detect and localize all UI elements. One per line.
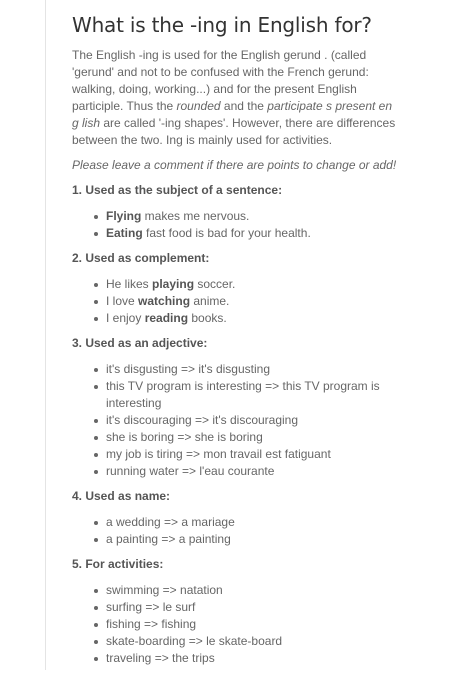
section-list-activities [72, 582, 402, 667]
bullet-icon [94, 589, 98, 593]
bullet-icon [94, 385, 98, 389]
list-item [106, 293, 402, 310]
list-item [106, 310, 402, 327]
bullet-icon [94, 215, 98, 219]
intro-italic-2: participate s present en g lish [72, 99, 393, 130]
list-item-text: swimming => natation [106, 583, 223, 597]
list-item [106, 514, 402, 531]
bullet-icon [94, 232, 98, 236]
list-item-text: a wedding => a mariage [106, 515, 235, 529]
list-item [106, 361, 402, 378]
bullet-icon [94, 538, 98, 542]
section-heading-complement: 2. Used as complement: [72, 251, 210, 265]
list-item [106, 429, 402, 446]
bullet-icon [94, 623, 98, 627]
list-item-text: I enjoy [106, 311, 145, 325]
list-item-bold: watching [138, 294, 191, 308]
list-item [106, 616, 402, 633]
list-item [106, 225, 402, 242]
intro-paragraph [72, 47, 402, 149]
bullet-icon [94, 606, 98, 610]
article-content [72, 10, 402, 675]
list-item-text: surfing => le surf [106, 600, 196, 614]
list-item [106, 208, 402, 225]
list-item-text: fishing => fishing [106, 617, 197, 631]
list-item [106, 378, 402, 412]
list-item-text: fast food is bad for your health. [142, 226, 311, 240]
bullet-icon [94, 317, 98, 321]
bullet-icon [94, 640, 98, 644]
section-list-complement [72, 276, 402, 327]
list-item [106, 531, 402, 548]
intro-text-2: and the [220, 99, 268, 113]
comment-note: Please leave a comment if there are points to change or add! [72, 158, 397, 172]
list-item-text: traveling => the trips [106, 651, 215, 665]
bullet-icon [94, 453, 98, 457]
section-list-name [72, 514, 402, 548]
list-item [106, 582, 402, 599]
list-item [106, 633, 402, 650]
list-item-text: it's disgusting => it's disgusting [106, 362, 271, 376]
list-item-text: soccer. [194, 277, 236, 291]
list-item-text: she is boring => she is boring [106, 430, 263, 444]
list-item-bold: playing [152, 277, 195, 291]
bullet-icon [94, 436, 98, 440]
bullet-icon [94, 368, 98, 372]
list-item-text: it's discouraging => it's discouraging [106, 413, 299, 427]
bullet-icon [94, 419, 98, 423]
intro-italic-1: rounded [176, 99, 221, 113]
section-heading-adjective: 3. Used as an adjective: [72, 336, 208, 350]
list-item [106, 650, 402, 667]
list-item-text: anime. [190, 294, 230, 308]
list-item-text: my job is tiring => mon travail est fatiguant [106, 447, 331, 461]
article-title: What is the -ing in English for? [72, 13, 372, 37]
section-list-subject [72, 208, 402, 242]
list-item [106, 446, 402, 463]
bullet-icon [94, 283, 98, 287]
intro-text-3: are called '-ing shapes'. However, there are differences between the two. Ing is mainly used for activities. [72, 116, 396, 147]
bullet-icon [94, 470, 98, 474]
list-item-text: makes me nervous. [141, 209, 250, 223]
list-item-text: books. [188, 311, 227, 325]
list-item [106, 463, 402, 480]
list-item-text: running water => l'eau courante [106, 464, 275, 478]
list-item-text: He likes [106, 277, 153, 291]
list-item-text: a painting => a painting [106, 532, 231, 546]
list-item [106, 599, 402, 616]
page-left-border [45, 0, 46, 670]
bullet-icon [94, 521, 98, 525]
list-item [106, 412, 402, 429]
list-item-text: I love [106, 294, 139, 308]
bullet-icon [94, 300, 98, 304]
section-heading-activities: 5. For activities: [72, 557, 164, 571]
section-heading-subject: 1. Used as the subject of a sentence: [72, 183, 283, 197]
list-item-text: skate-boarding => le skate-board [106, 634, 283, 648]
bullet-icon [94, 657, 98, 661]
list-item-bold: Eating [106, 226, 143, 240]
intro-text-1: The English -ing is used for the English gerund . (called 'gerund' and not to be confused with the French gerund: walking, doing, working...) and for the present English participle. Thus the [72, 48, 369, 113]
list-item [106, 276, 402, 293]
section-list-adjective [72, 361, 402, 480]
list-item-bold: Flying [106, 209, 142, 223]
list-item-bold: reading [144, 311, 189, 325]
list-item-text: this TV program is interesting => this TV program is interesting [106, 379, 380, 410]
section-heading-name: 4. Used as name: [72, 489, 171, 503]
